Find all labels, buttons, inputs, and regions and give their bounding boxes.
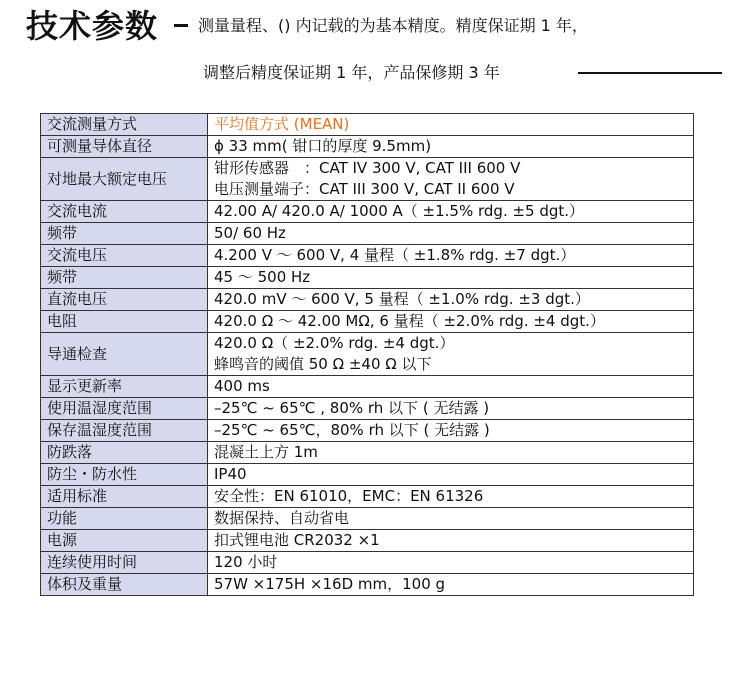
spec-value-line: 42.00 A/ 420.0 A/ 1000 A（ ±1.5% rdg. ±5 dgt.） <box>214 202 585 220</box>
spec-value-line: 钳形传感器 ：CAT IV 300 V, CAT III 600 V <box>214 159 521 177</box>
spec-value-line: 数据保持、自动省电 <box>214 509 350 527</box>
spec-value <box>208 376 694 398</box>
spec-label: 保存温湿度范围 <box>41 420 208 442</box>
spec-label: 频带 <box>41 267 208 289</box>
spec-row <box>41 376 694 398</box>
spec-value-line: 平均值方式 (MEAN) <box>214 115 350 133</box>
spec-row <box>41 508 694 530</box>
spec-value <box>208 223 694 245</box>
spec-value-line: 蜂鸣音的阈值 50 Ω ±40 Ω 以下 <box>214 355 432 373</box>
spec-row <box>41 201 694 223</box>
spec-value <box>208 201 694 223</box>
spec-label: 电源 <box>41 530 208 552</box>
spec-value-line: ϕ 33 mm( 钳口的厚度 9.5mm) <box>214 137 432 155</box>
spec-row <box>41 574 694 596</box>
spec-row <box>41 223 694 245</box>
spec-row <box>41 464 694 486</box>
page-title: 技术参数 <box>26 7 159 45</box>
spec-row <box>41 311 694 333</box>
spec-value <box>208 311 694 333</box>
spec-value <box>208 530 694 552</box>
subtitle-line-1: 测量量程、() 内记载的为基本精度。精度保证期 1 年， <box>198 16 588 35</box>
header-rule <box>578 72 722 74</box>
header <box>0 0 730 100</box>
spec-label: 显示更新率 <box>41 376 208 398</box>
spec-value-line: 45 ～ 500 Hz <box>214 268 311 286</box>
spec-value-line: 57W ×175H ×16D mm，100 g <box>214 575 446 593</box>
spec-value-line: 扣式锂电池 CR2032 ×1 <box>214 531 380 549</box>
spec-label: 体积及重量 <box>41 574 208 596</box>
spec-value-line: 50/ 60 Hz <box>214 224 286 242</box>
spec-label: 频带 <box>41 223 208 245</box>
spec-value <box>208 245 694 267</box>
spec-value-line: 420.0 Ω ～ 42.00 MΩ, 6 量程（ ±2.0% rdg. ±4 dgt.） <box>214 312 605 330</box>
spec-value <box>208 552 694 574</box>
spec-row <box>41 136 694 158</box>
spec-value-line: –25℃ ~ 65℃，80% rh 以下 ( 无结露 ) <box>214 421 490 439</box>
spec-value <box>208 289 694 311</box>
spec-row <box>41 267 694 289</box>
spec-value-line: IP40 <box>214 465 247 483</box>
spec-value <box>208 398 694 420</box>
spec-label: 导通检查 <box>41 333 208 376</box>
spec-value-line: 120 小时 <box>214 553 278 571</box>
spec-value <box>208 158 694 201</box>
spec-value-line: 混凝土上方 1m <box>214 443 318 461</box>
spec-value <box>208 420 694 442</box>
spec-row <box>41 114 694 136</box>
spec-value-line: 安全性：EN 61010，EMC：EN 61326 <box>214 487 484 505</box>
spec-row <box>41 398 694 420</box>
spec-label: 交流电流 <box>41 201 208 223</box>
spec-value <box>208 508 694 530</box>
spec-value <box>208 486 694 508</box>
spec-value-line: 420.0 mV ～ 600 V, 5 量程（ ±1.0% rdg. ±3 dgt.） <box>214 290 590 308</box>
spec-value-line: 420.0 Ω（ ±2.0% rdg. ±4 dgt.） <box>214 334 455 352</box>
subtitle-line-2: 调整后精度保证期 1 年，产品保修期 3 年 <box>203 63 500 82</box>
spec-row <box>41 289 694 311</box>
spec-table-body <box>41 114 694 596</box>
spec-label: 使用温湿度范围 <box>41 398 208 420</box>
spec-label: 电阻 <box>41 311 208 333</box>
spec-value <box>208 574 694 596</box>
spec-table <box>40 113 694 596</box>
spec-label: 连续使用时间 <box>41 552 208 574</box>
spec-label: 功能 <box>41 508 208 530</box>
spec-row <box>41 158 694 201</box>
title-dash <box>174 24 188 27</box>
spec-row <box>41 333 694 376</box>
spec-value-line: 电压测量端子：CAT III 300 V, CAT II 600 V <box>214 180 515 198</box>
spec-value <box>208 114 694 136</box>
spec-label: 防尘・防水性 <box>41 464 208 486</box>
spec-value <box>208 136 694 158</box>
spec-label: 交流电压 <box>41 245 208 267</box>
spec-row <box>41 245 694 267</box>
spec-value <box>208 267 694 289</box>
spec-label: 交流测量方式 <box>41 114 208 136</box>
spec-value <box>208 464 694 486</box>
spec-row <box>41 552 694 574</box>
spec-row <box>41 420 694 442</box>
spec-label: 对地最大额定电压 <box>41 158 208 201</box>
spec-row <box>41 442 694 464</box>
spec-value-line: 4.200 V ～ 600 V, 4 量程（ ±1.8% rdg. ±7 dgt.） <box>214 246 576 264</box>
spec-row <box>41 486 694 508</box>
spec-value <box>208 442 694 464</box>
spec-label: 可测量导体直径 <box>41 136 208 158</box>
spec-label: 防跌落 <box>41 442 208 464</box>
spec-label: 适用标准 <box>41 486 208 508</box>
spec-value-line: –25℃ ~ 65℃ , 80% rh 以下 ( 无结露 ) <box>214 399 490 417</box>
spec-row <box>41 530 694 552</box>
spec-label: 直流电压 <box>41 289 208 311</box>
spec-value <box>208 333 694 376</box>
spec-value-line: 400 ms <box>214 377 270 395</box>
